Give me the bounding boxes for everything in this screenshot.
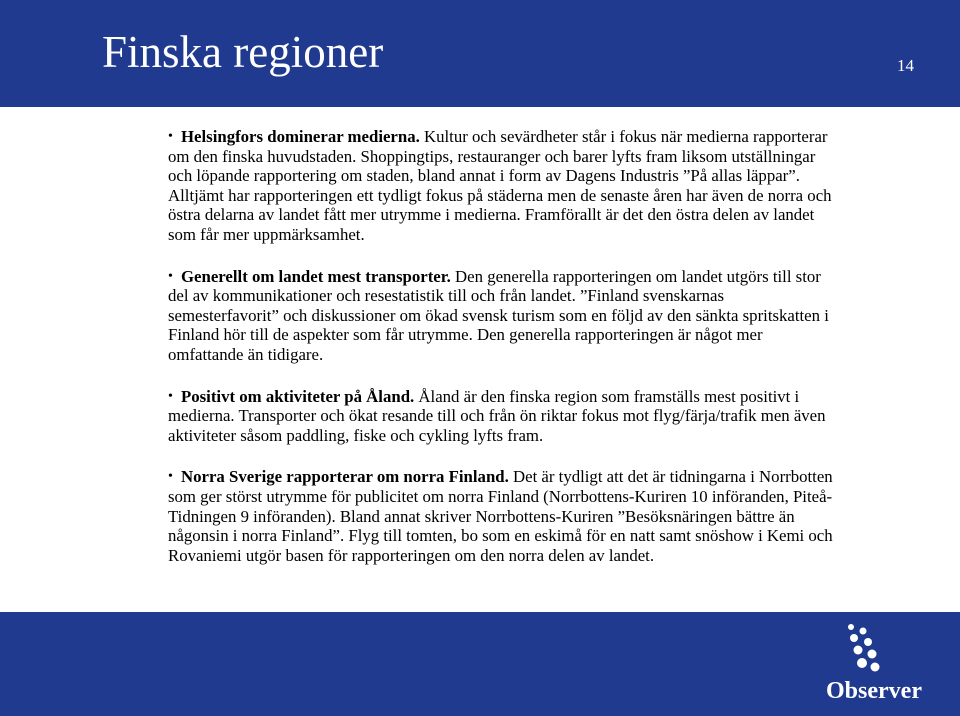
bullet-text: Kultur och sevärdheter står i fokus när medierna rapporterar om den finska huvudstaden. Shoppingtips, restauranger och barer lyfts fram liksom utställningar och löpande rapportering om staden, bland annat i form av Dagens Industris ”På allas läppar”. Alltjämt har rapporteringen ett tydligt fokus på städerna men de senaste åren har även de norra och östra delarna av landet fått mer utrymme i medierna. Framförallt är det den östra delen av landet som får mer uppmärksamhet.	[168, 127, 832, 244]
slide-title: Finska regioner	[102, 27, 384, 77]
footer-bar	[0, 612, 960, 716]
observer-logo	[818, 618, 930, 708]
slide-content	[168, 127, 834, 587]
header-bar	[0, 0, 960, 107]
bullet-text: Det är tydligt att det är tidningarna i Norrbotten som ger störst utrymme för publicitet om norra Finland (Norrbottens-Kuriren 10 införanden, Piteå-Tidningen 9 införanden). Bland annat skriver Norrbottens-Kuriren ”Besöksnäringen bättre än någonsin i norra Finland”. Flyg till tomten, bo som en eskimå för en natt samt snöshow i Kemi och Rovaniemi utgör basen för rapporteringen om den norra delen av landet.	[168, 467, 833, 565]
bullet-helsingfors	[168, 127, 834, 245]
bullet-aland	[168, 387, 834, 446]
bullet-heading: Helsingfors dominerar medierna.	[181, 127, 420, 146]
logo-wordmark: Observer	[826, 678, 922, 704]
page-number: 14	[897, 56, 914, 75]
bullet-text: Åland är den finska region som framställs mest positivt i medierna. Transporter och ökat resande till och från ön riktar fokus mot flyg/färja/trafik men även aktiviteter såsom paddling, fiske och cykling lyfts fram.	[168, 386, 826, 445]
bullet-text: Den generella rapporteringen om landet utgörs till stor del av kommunikationer och resestatistik till och från landet. ”Finland svenskarnas semesterfavorit” och diskussioner om ökad svensk turism som en följd av den sänkta spritskatten i Finland hör till de aspekter som får utrymme. Den generella rapporteringen är något mer omfattande än tidigare.	[168, 266, 829, 364]
bullet-heading: Positivt om aktiviteter på Åland.	[181, 386, 415, 406]
bullet-heading: Norra Sverige rapporterar om norra Finland.	[181, 467, 509, 487]
bullet-norra-sverige	[168, 467, 834, 565]
logo-dots-icon	[818, 618, 930, 680]
bullet-heading: Generellt om landet mest transporter.	[181, 266, 451, 286]
bullet-generellt	[168, 267, 834, 365]
